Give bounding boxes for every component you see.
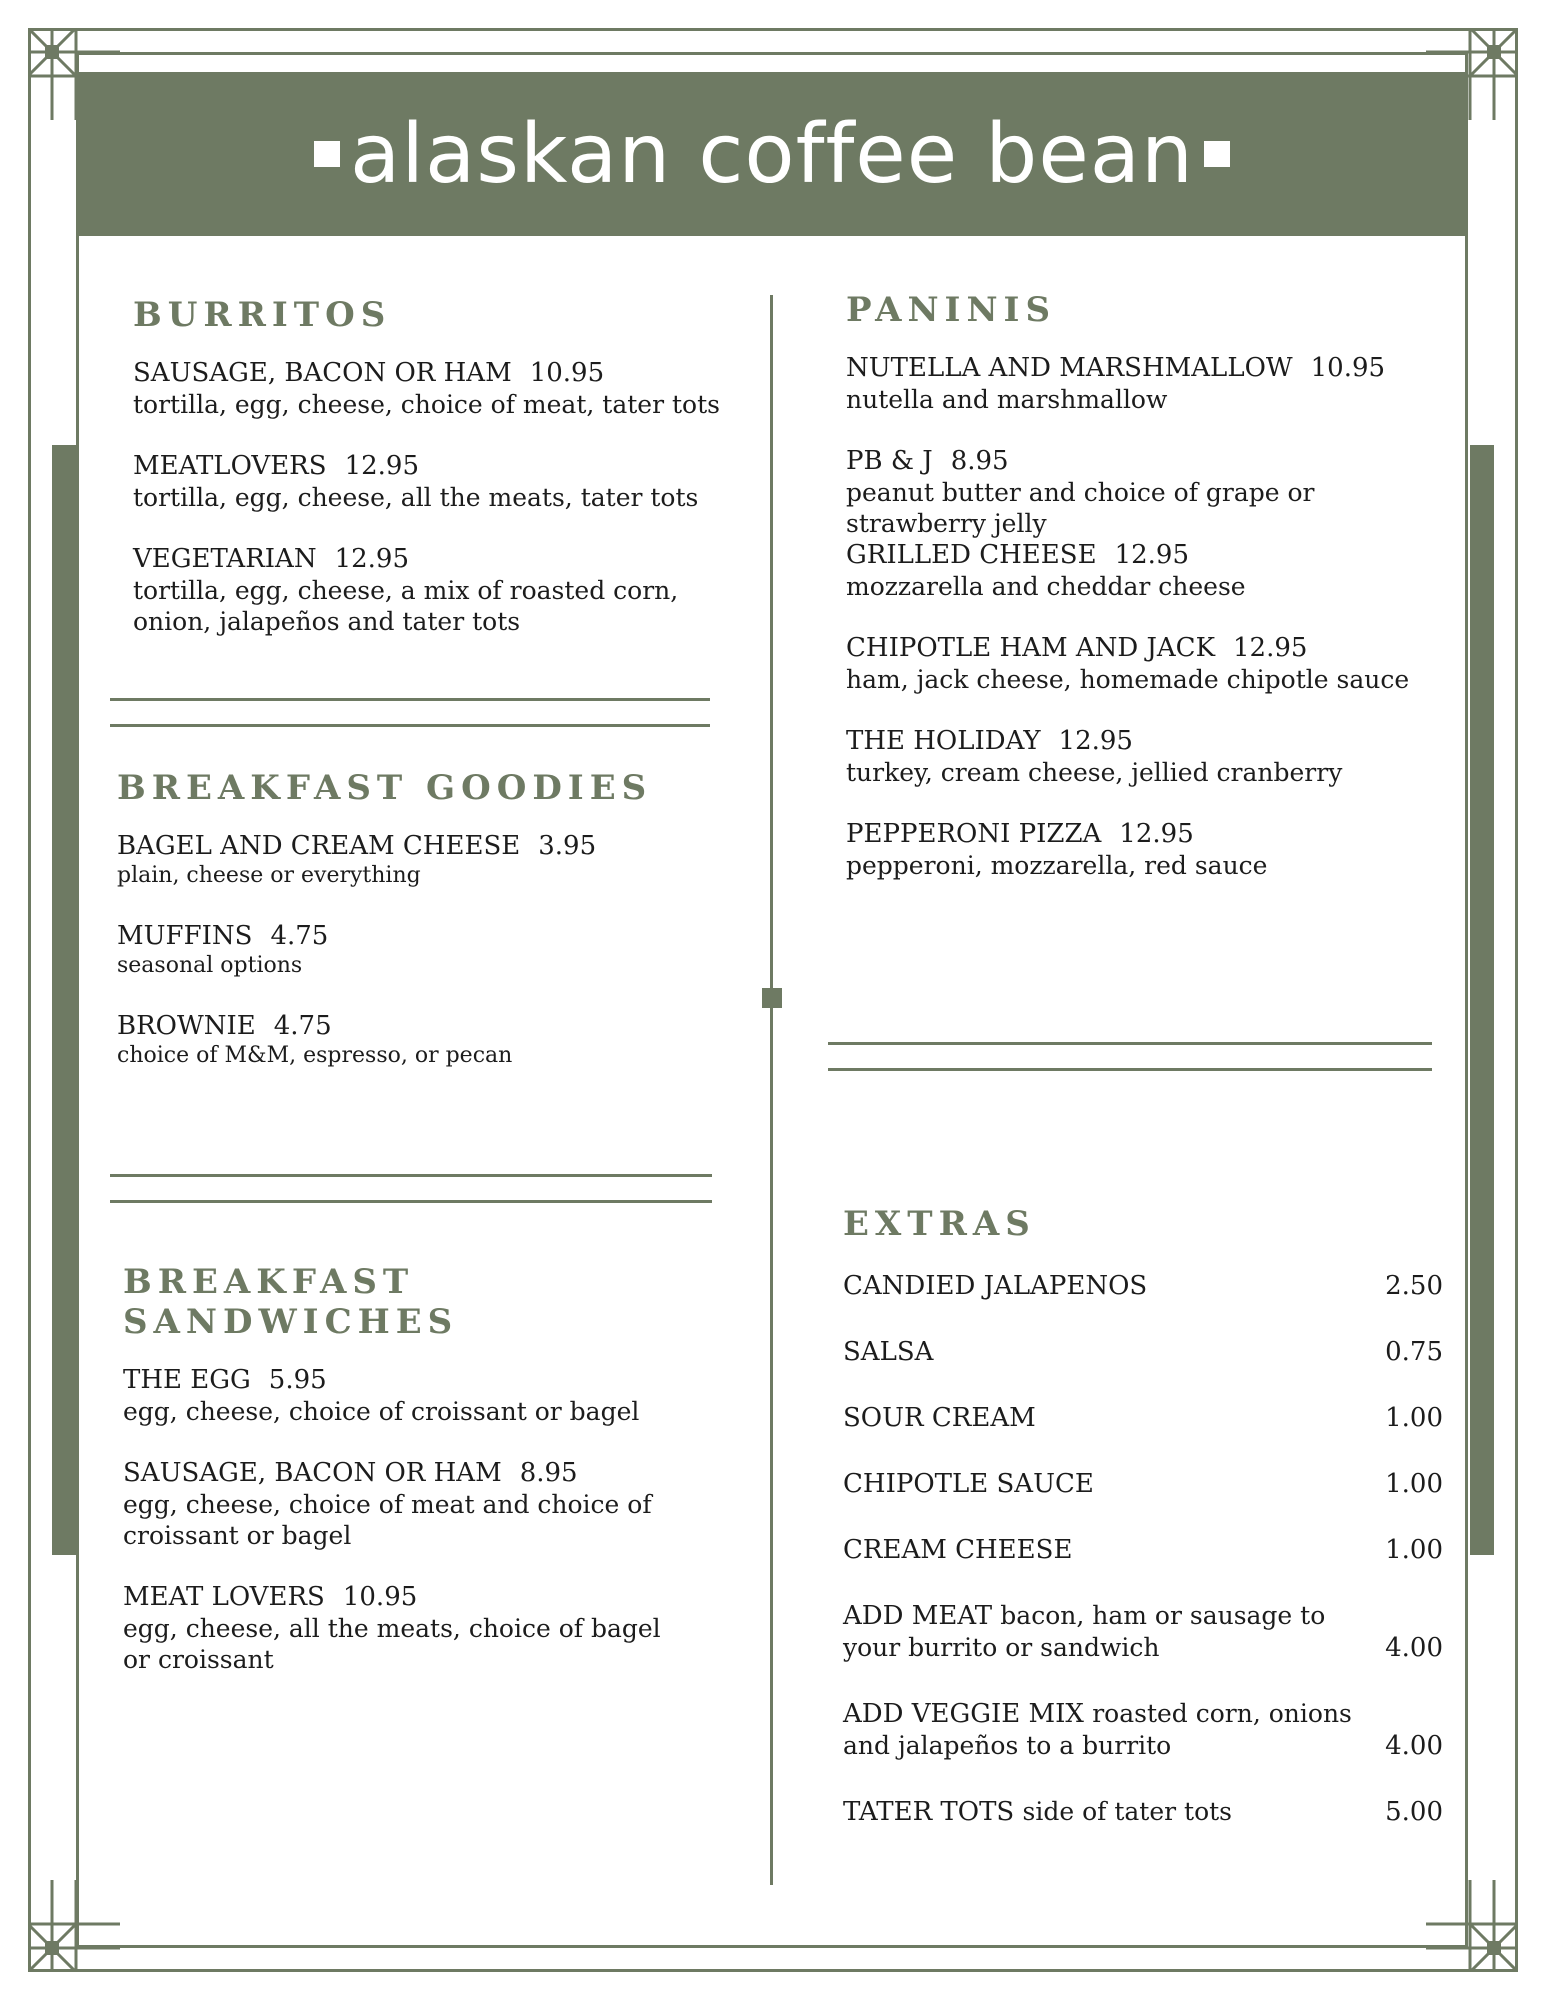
- item-price: 12.95: [334, 544, 410, 574]
- extra-name: ADD MEAT: [843, 1601, 993, 1631]
- item-description: pepperoni, mozzarella, red sauce: [846, 851, 1268, 880]
- section-breakfast-sandwiches: [123, 1262, 743, 1705]
- menu-item: [846, 445, 1436, 539]
- extra-item: [843, 1698, 1443, 1762]
- item-price: 10.95: [529, 358, 605, 388]
- item-description: egg, cheese, all the meats, choice of bagel or croissant: [123, 1614, 661, 1674]
- extra-item: [843, 1270, 1443, 1302]
- section-breakfast-goodies: [117, 768, 737, 1100]
- menu-item: [846, 818, 1436, 881]
- square-ornament-right: [1204, 141, 1230, 167]
- section-burritos: [133, 295, 733, 667]
- extra-price: 1.00: [1385, 1403, 1443, 1433]
- menu-item: [133, 543, 733, 637]
- menu-item: [846, 539, 1436, 602]
- item-name: GRILLED CHEESE: [846, 540, 1097, 570]
- item-description: egg, cheese, choice of croissant or bagel: [123, 1397, 640, 1426]
- menu-item: [123, 1581, 743, 1675]
- section-extras: [843, 1204, 1443, 1862]
- menu-item: [133, 450, 733, 513]
- item-price: 12.95: [1233, 633, 1308, 663]
- menu-item: [117, 1010, 737, 1070]
- section-title: PANINIS: [846, 290, 1056, 330]
- left-accent-bar: [52, 445, 76, 1555]
- item-description: mozzarella and cheddar cheese: [846, 572, 1246, 601]
- extra-item: [843, 1468, 1443, 1500]
- menu-item: [846, 632, 1436, 695]
- section-divider: [110, 1174, 712, 1177]
- center-square-ornament: [762, 988, 782, 1008]
- extra-name: CREAM CHEESE: [843, 1535, 1073, 1565]
- header-banner: [76, 72, 1468, 236]
- extra-item: [843, 1796, 1443, 1828]
- extra-item: [843, 1534, 1443, 1566]
- item-name: BAGEL AND CREAM CHEESE: [117, 831, 521, 861]
- corner-ornament-bottom-right: [1426, 1880, 1518, 1972]
- item-name: CHIPOTLE HAM AND JACK: [846, 633, 1215, 663]
- section-divider: [828, 1042, 1432, 1045]
- extra-name: SOUR CREAM: [843, 1403, 1036, 1433]
- item-price: 4.75: [273, 1011, 332, 1041]
- item-description: nutella and marshmallow: [846, 385, 1168, 414]
- extra-name: SALSA: [843, 1337, 934, 1367]
- extra-item: [843, 1600, 1443, 1664]
- item-price: 12.95: [1114, 540, 1189, 570]
- center-divider: [770, 295, 773, 1885]
- extra-item: [843, 1336, 1443, 1368]
- extra-description: side of tater tots: [1022, 1797, 1233, 1826]
- item-name: MEAT LOVERS: [123, 1582, 325, 1612]
- item-name: SAUSAGE, BACON OR HAM: [123, 1458, 502, 1488]
- extra-price: 0.75: [1385, 1337, 1443, 1367]
- item-name: PB & J: [846, 446, 933, 476]
- item-description: tortilla, egg, cheese, all the meats, tater tots: [133, 483, 699, 512]
- menu-item: [123, 1364, 743, 1427]
- item-description: ham, jack cheese, homemade chipotle sauce: [846, 665, 1410, 694]
- extra-description: bacon, ham or sausage to your burrito or sandwich: [843, 1601, 1326, 1662]
- item-price: 10.95: [342, 1582, 418, 1612]
- section-divider: [110, 724, 710, 727]
- extra-description: roasted corn, onions and jalapeños to a burrito: [843, 1699, 1352, 1760]
- item-price: 8.95: [950, 446, 1009, 476]
- item-price: 3.95: [538, 831, 597, 861]
- item-name: PEPPERONI PIZZA: [846, 819, 1102, 849]
- item-price: 4.75: [270, 921, 329, 951]
- item-description: choice of M&M, espresso, or pecan: [117, 1043, 513, 1068]
- item-description: seasonal options: [117, 953, 303, 978]
- item-price: 12.95: [344, 451, 420, 481]
- menu-item: [846, 725, 1436, 788]
- item-price: 5.95: [268, 1365, 327, 1395]
- item-description: egg, cheese, choice of meat and choice of croissant or bagel: [123, 1490, 652, 1550]
- item-description: tortilla, egg, cheese, choice of meat, tater tots: [133, 390, 720, 419]
- item-description: peanut butter and choice of grape or strawberry jelly: [846, 478, 1315, 538]
- section-title: EXTRAS: [843, 1204, 1036, 1244]
- item-price: 10.95: [1310, 353, 1386, 383]
- corner-ornament-bottom-left: [28, 1880, 120, 1972]
- extra-price: 1.00: [1385, 1535, 1443, 1565]
- item-description: tortilla, egg, cheese, a mix of roasted corn, onion, jalapeños and tater tots: [133, 576, 679, 636]
- item-name: VEGETARIAN: [133, 544, 317, 574]
- section-divider: [110, 698, 710, 701]
- page-title: alaskan coffee bean: [349, 106, 1194, 202]
- menu-item: [123, 1457, 743, 1551]
- item-name: BROWNIE: [117, 1011, 256, 1041]
- extra-name: TATER TOTS: [843, 1797, 1015, 1827]
- extra-price: 4.00: [1385, 1633, 1443, 1663]
- extra-price: 2.50: [1385, 1271, 1443, 1301]
- right-accent-bar: [1470, 445, 1494, 1555]
- extra-name: ADD VEGGIE MIX: [843, 1699, 1084, 1729]
- item-name: MEATLOVERS: [133, 451, 327, 481]
- item-name: SAUSAGE, BACON OR HAM: [133, 358, 512, 388]
- item-description: plain, cheese or everything: [117, 863, 421, 888]
- extra-name: CHIPOTLE SAUCE: [843, 1469, 1094, 1499]
- section-divider: [828, 1068, 1432, 1071]
- section-title: BREAKFAST GOODIES: [117, 768, 653, 808]
- extra-name: CANDIED JALAPENOS: [843, 1271, 1148, 1301]
- section-paninis: [846, 290, 1436, 911]
- menu-item: [846, 352, 1436, 415]
- item-price: 12.95: [1058, 726, 1133, 756]
- section-title: BURRITOS: [133, 295, 392, 335]
- item-description: turkey, cream cheese, jellied cranberry: [846, 758, 1343, 787]
- extra-price: 5.00: [1385, 1797, 1443, 1827]
- item-name: NUTELLA AND MARSHMALLOW: [846, 353, 1293, 383]
- item-name: MUFFINS: [117, 921, 253, 951]
- section-divider: [110, 1200, 712, 1203]
- extra-price: 1.00: [1385, 1469, 1443, 1499]
- item-name: THE EGG: [123, 1365, 251, 1395]
- item-price: 12.95: [1119, 819, 1194, 849]
- square-ornament-left: [314, 141, 340, 167]
- extra-item: [843, 1402, 1443, 1434]
- section-title: BREAKFAST SANDWICHES: [123, 1262, 459, 1342]
- menu-item: [117, 920, 737, 980]
- menu-item: [117, 830, 737, 890]
- menu-item: [133, 357, 733, 420]
- item-price: 8.95: [519, 1458, 578, 1488]
- item-name: THE HOLIDAY: [846, 726, 1041, 756]
- extra-price: 4.00: [1385, 1731, 1443, 1761]
